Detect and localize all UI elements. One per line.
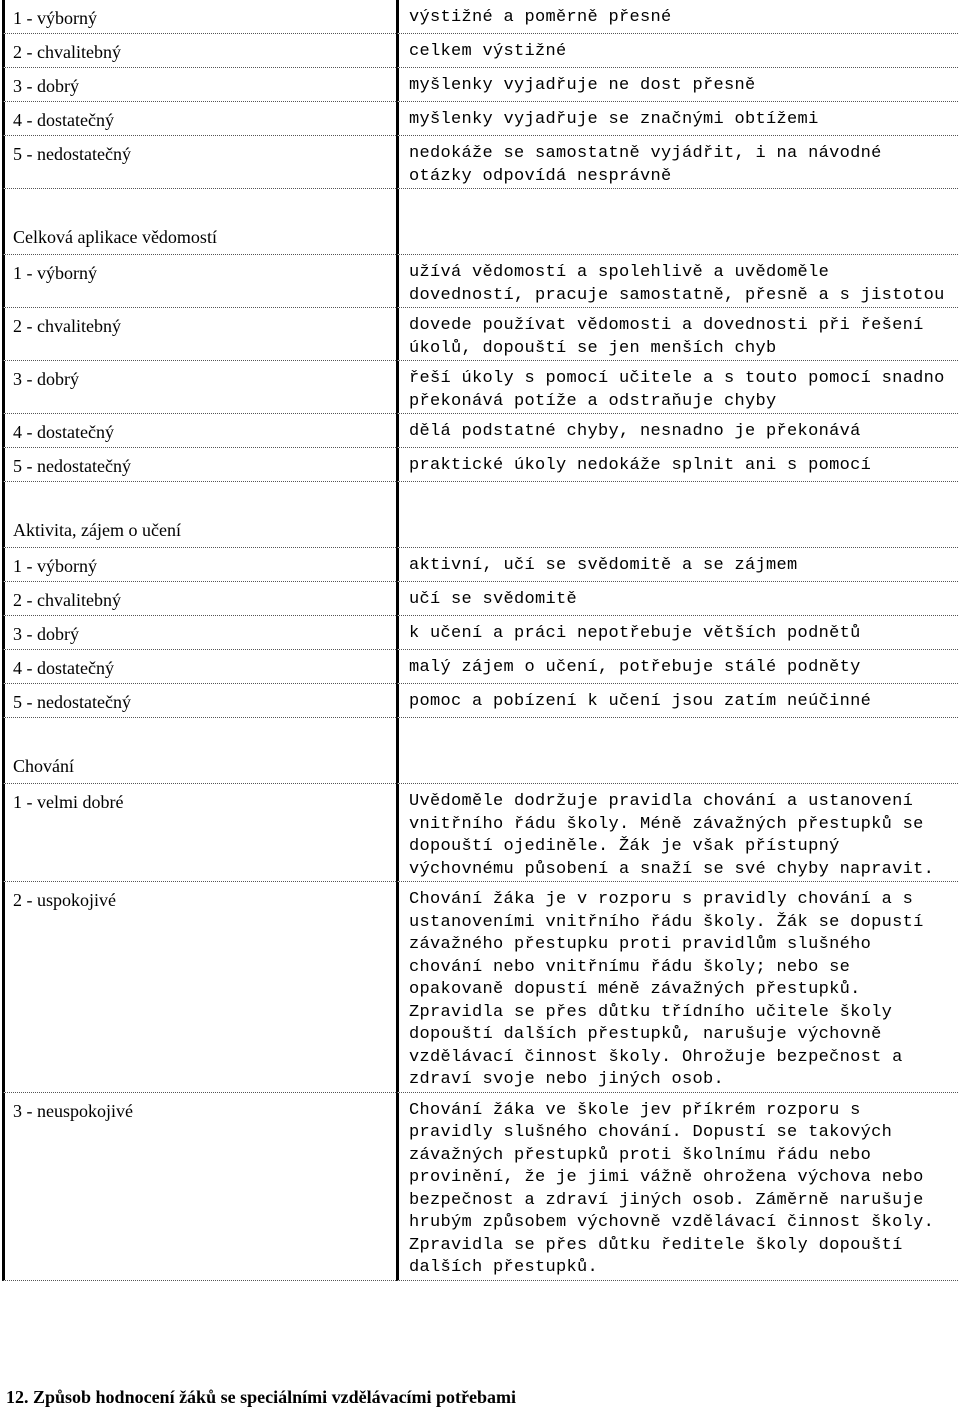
grade-label: 2 - chvalitebný <box>2 308 396 361</box>
table-row <box>2 448 958 482</box>
spacer-cell <box>396 482 958 512</box>
grade-label: 1 - velmi dobré <box>2 784 396 882</box>
grade-label: 3 - dobrý <box>2 68 396 102</box>
grade-description: myšlenky vyjadřuje ne dost přesně <box>396 68 958 102</box>
grade-label: 4 - dostatečný <box>2 650 396 684</box>
grade-label: 2 - chvalitebný <box>2 34 396 68</box>
table-row <box>2 0 958 34</box>
table-row <box>2 255 958 308</box>
section-header-row <box>2 219 958 255</box>
spacer-cell <box>2 718 396 748</box>
table-row <box>2 414 958 448</box>
grade-label: 5 - nedostatečný <box>2 684 396 718</box>
grade-label: 3 - neuspokojivé <box>2 1093 396 1281</box>
table-row <box>2 684 958 718</box>
section-header-row <box>2 748 958 784</box>
grade-label: 1 - výborný <box>2 548 396 582</box>
table-row <box>2 548 958 582</box>
grade-label: 4 - dostatečný <box>2 414 396 448</box>
grade-description: praktické úkoly nedokáže splnit ani s pomocí <box>396 448 958 482</box>
evaluation-table <box>2 0 958 1281</box>
grade-description: pomoc a pobízení k učení jsou zatím neúčinné <box>396 684 958 718</box>
grade-description: řeší úkoly s pomocí učitele a s touto pomocí snadno překonává potíže a odstraňuje chyby <box>396 361 958 414</box>
spacer-row <box>2 189 958 219</box>
empty-cell <box>396 748 958 784</box>
grade-description: Chování žáka je v rozporu s pravidly chování a s ustanoveními vnitřního řádu školy. Žák se dopustí závažného přestupku proti pravidlům slušného chování nebo vnitřnímu řádu školy; nebo se opakovaně dopustí méně závažných přestupků. Zpravidla se přes důtku třídního učitele školy dopouští dalších přestupků, narušuje výchovně vzdělávací činnost školy. Ohrožuje bezpečnost a zdraví svoje nebo jiných osob. <box>396 882 958 1093</box>
grade-label: 5 - nedostatečný <box>2 448 396 482</box>
table-row <box>2 616 958 650</box>
spacer-cell <box>2 189 396 219</box>
table-row <box>2 102 958 136</box>
table-row <box>2 882 958 1093</box>
section-title: Celková aplikace vědomostí <box>2 219 396 255</box>
section-title: Chování <box>2 748 396 784</box>
empty-cell <box>396 512 958 548</box>
section-heading: 12. Způsob hodnocení žáků se speciálními vzdělávacími potřebami <box>6 1387 517 1407</box>
grade-label: 2 - uspokojivé <box>2 882 396 1093</box>
table-row <box>2 784 958 882</box>
grade-description: malý zájem o učení, potřebuje stálé podněty <box>396 650 958 684</box>
grade-label: 1 - výborný <box>2 255 396 308</box>
grade-description: dělá podstatné chyby, nesnadno je překonává <box>396 414 958 448</box>
grade-description: Chování žáka ve škole jev příkrém rozporu s pravidly slušného chování. Dopustí se takových závažných přestupků proti školnímu řádu nebo provinění, že je jimi vážně ohrožena výchova nebo bezpečnost a zdraví jiných osob. Záměrně narušuje hrubým způsobem výchovně vzdělávací činnost školy. Zpravidla se přes důtku ředitele školy dopouští dalších přestupků. <box>396 1093 958 1281</box>
table-row <box>2 361 958 414</box>
section-header-row <box>2 512 958 548</box>
spacer-row <box>2 718 958 748</box>
spacer-cell <box>396 718 958 748</box>
table-row <box>2 1093 958 1281</box>
grade-description: výstižné a poměrně přesné <box>396 0 958 34</box>
grade-description: nedokáže se samostatně vyjádřit, i na návodné otázky odpovídá nesprávně <box>396 136 958 189</box>
empty-cell <box>396 219 958 255</box>
grade-description: Uvědoměle dodržuje pravidla chování a ustanovení vnitřního řádu školy. Méně závažných přestupků se dopouští ojediněle. Žák je však přístupný výchovnému působení a snaží se své chyby napravit. <box>396 784 958 882</box>
table-row <box>2 34 958 68</box>
grade-description: užívá vědomostí a spolehlivě a uvědoměle dovedností, pracuje samostatně, přesně a s jistotou <box>396 255 958 308</box>
grade-description: učí se svědomitě <box>396 582 958 616</box>
grade-label: 4 - dostatečný <box>2 102 396 136</box>
grade-label: 3 - dobrý <box>2 361 396 414</box>
section-title: Aktivita, zájem o učení <box>2 512 396 548</box>
table-row <box>2 136 958 189</box>
grade-description: celkem výstižné <box>396 34 958 68</box>
grade-description: k učení a práci nepotřebuje větších podnětů <box>396 616 958 650</box>
grade-description: myšlenky vyjadřuje se značnými obtížemi <box>396 102 958 136</box>
grade-label: 3 - dobrý <box>2 616 396 650</box>
grade-description: dovede používat vědomosti a dovednosti při řešení úkolů, dopouští se jen menších chyb <box>396 308 958 361</box>
table-row <box>2 650 958 684</box>
table-row <box>2 308 958 361</box>
grade-description: aktivní, učí se svědomitě a se zájmem <box>396 548 958 582</box>
spacer-cell <box>2 482 396 512</box>
grade-label: 1 - výborný <box>2 0 396 34</box>
grade-label: 2 - chvalitebný <box>2 582 396 616</box>
grade-label: 5 - nedostatečný <box>2 136 396 189</box>
spacer-row <box>2 482 958 512</box>
table-row <box>2 68 958 102</box>
table-row <box>2 582 958 616</box>
spacer-cell <box>396 189 958 219</box>
